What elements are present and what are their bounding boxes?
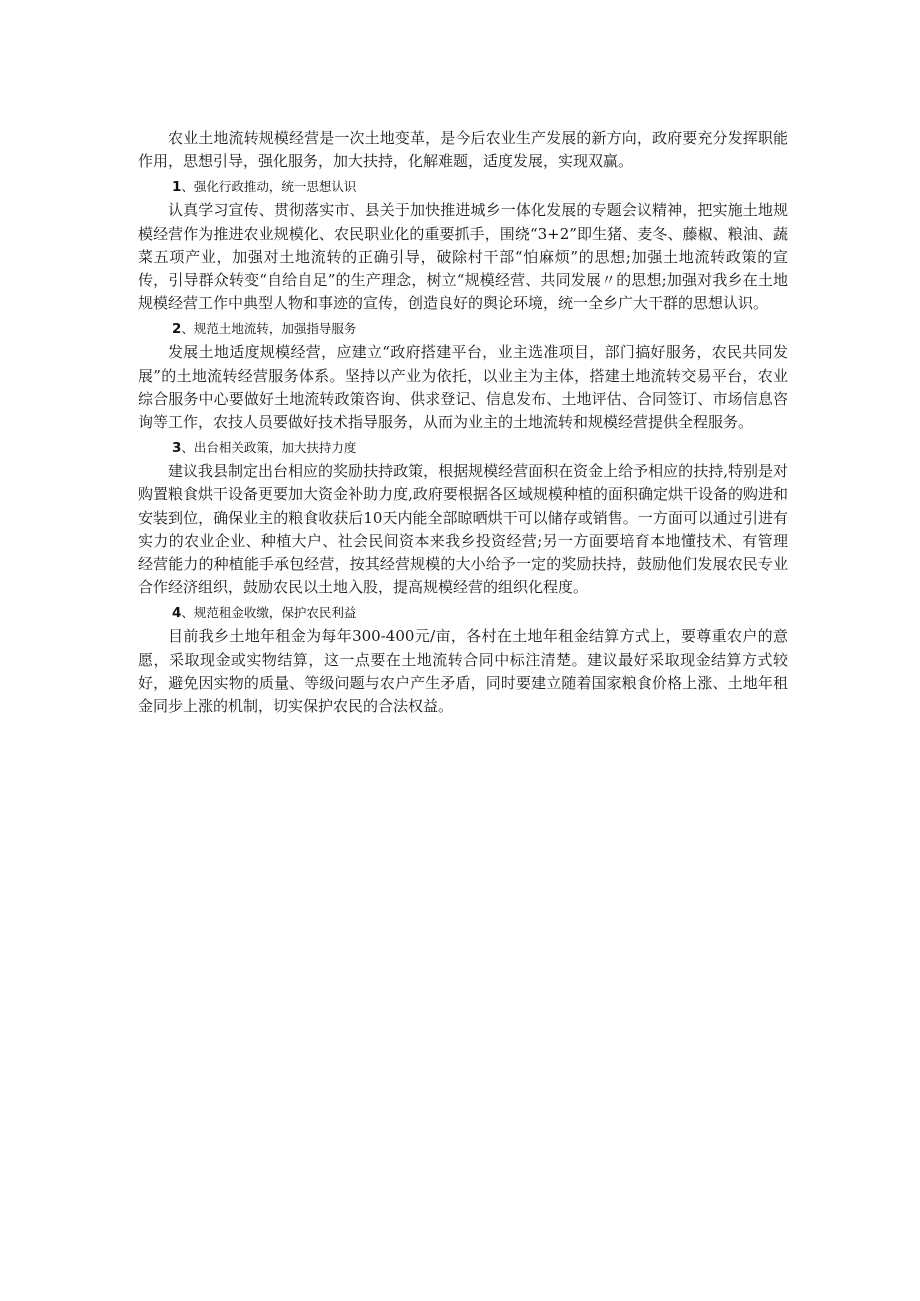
section-heading (138, 601, 788, 625)
section-body: 目前我乡土地年租金为每年300-400元/亩，各村在土地年租金结算方式上，要尊重农户的意愿，采取现金或实物结算，这一点要在土地流转合同中标注清楚。建议最好采取现金结算方式较好，避免因实物的质量、等级问题与农户产生矛盾，同时要建立随着国家粮食价格上涨、土地年租金同步上涨的机制，切实保护农民的合法权益。 (138, 627, 788, 716)
intro-paragraph: 农业土地流转规模经营是一次土地变革，是今后农业生产发展的新方向，政府要充分发挥职能作用，思想引导，强化服务，加大扶持，化解难题，适度发展，实现双赢。 (138, 129, 788, 171)
section-number: 1 (172, 179, 182, 196)
section-title: 、规范租金收缴，保护农民利益 (181, 605, 357, 621)
section-title: 、强化行政推动，统一思想认识 (181, 179, 357, 195)
section-title: 、出台相关政策，加大扶持力度 (181, 440, 357, 456)
section-body: 认真学习宣传、贯彻落实市、县关于加快推进城乡一体化发展的专题会议精神，把实施土地规模经营作为推进农业规模化、农民职业化的重要抓手，围绕“3+2”即生猪、麦冬、藤椒、粮油、蔬菜五项产业，加强对土地流转的正确引导，破除村干部“怕麻烦”的思想;加强土地流转政策的宣传，引导群众转变“自给自足”的生产理念，树立“规模经营、共同发展〃的思想;加强对我乡在土地规模经营工作中典型人物和事迹的宣传，创造良好的舆论环境，统一全乡广大干群的思想认识。 (138, 201, 788, 313)
section-number: 3 (172, 440, 182, 457)
section-number: 2 (172, 321, 182, 338)
section-body: 建议我县制定出台相应的奖励扶持政策，根据规模经营面积在资金上给予相应的扶持,特别是对购置粮食烘干设备更要加大资金补助力度,政府要根据各区域规模种植的面积确定烘干设备的购进和安装到位，确保业主的粮食收获后10天内能全部晾晒烘干可以储存或销售。一方面可以通过引进有实力的农业企业、种植大户、社会民间资本来我乡投资经营;另一方面要培育本地懂技术、有管理经营能力的种植能手承包经营，按其经营规模的大小给予一定的奖励扶持，鼓励他们发展农民专业合作经济组织，鼓励农民以土地入股，提高规模经营的组织化程度。 (138, 462, 788, 597)
section-4 (138, 601, 788, 718)
section-body: 发展土地适度规模经营，应建立“政府搭建平台，业主选准项目，部门搞好服务，农民共同发展”的土地流转经营服务体系。坚持以产业为依托，以业主为主体，搭建土地流转交易平台，农业综合服务中心要做好土地流转政策咨询、供求登记、信息发布、土地评估、合同签订、市场信息咨询等工作，农技人员要做好技术指导服务，从而为业主的土地流转和规模经营提供全程服务。 (138, 343, 788, 432)
section-heading (138, 317, 788, 341)
section-2 (138, 317, 788, 434)
section-title: 、规范土地流转，加强指导服务 (181, 321, 357, 337)
section-heading (138, 175, 788, 199)
section-3 (138, 436, 788, 599)
section-heading (138, 436, 788, 460)
section-number: 4 (172, 605, 182, 622)
document-page (138, 127, 788, 718)
section-1 (138, 175, 788, 315)
